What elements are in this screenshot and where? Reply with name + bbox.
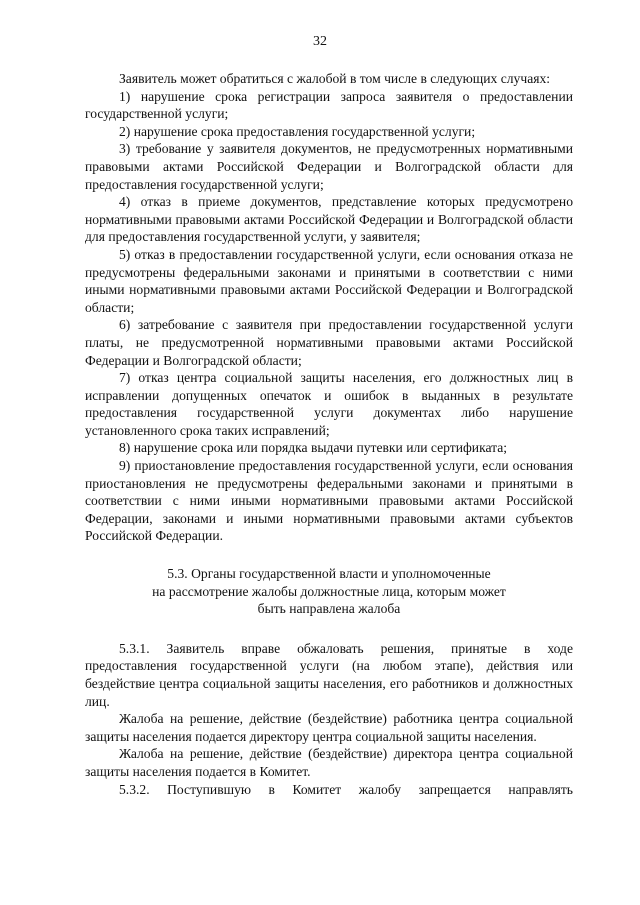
list-item-4: 4) отказ в приеме документов, представление которых предусмотрено нормативными правовыми актами Российской Федерации и Волгоградской области для предоставления государственной услуги, у заявителя; xyxy=(85,194,573,245)
list-item-7: 7) отказ центра социальной защиты населения, его должностных лиц в исправлении допущенных опечаток и ошибок в выданных в результате предоставления государственной услуги документах либо нарушение установленного срока таких исправлений; xyxy=(85,370,573,438)
paragraph-5-3-2: 5.3.2. Поступившую в Комитет жалобу запрещается направлять xyxy=(119,781,573,797)
paragraph-complaint-worker: Жалоба на решение, действие (бездействие) работника центра социальной защиты населения подается директору центра социальной защиты населения. xyxy=(85,711,573,744)
section-heading-line-2: на рассмотрение жалобы должностные лица, которым может xyxy=(152,583,506,599)
list-item-5: 5) отказ в предоставлении государственной услуги, если основания отказа не предусмотрены федеральными законами и принятыми в соответствии с ними иными нормативными правовыми актами Российской Федерации и Волгоградской области; xyxy=(85,246,573,315)
document-body xyxy=(85,70,573,798)
paragraph-5-3-1: 5.3.1. Заявитель вправе обжаловать решения, принятые в ходе предоставления государственной услуги (на любом этапе), действия или бездействие центра социальной защиты населения, его работников и должностных лиц. xyxy=(85,640,573,709)
list-item-6: 6) затребование с заявителя при предоставлении государственной услуги платы, не предусмотренной нормативными правовыми актами Российской Федерации и Волгоградской области; xyxy=(85,317,573,368)
section-heading-line-1: 5.3. Органы государственной власти и уполномоченные xyxy=(167,566,491,582)
list-item-1: 1) нарушение срока регистрации запроса заявителя о предоставлении государственной услуги; xyxy=(85,88,573,122)
list-item-2: 2) нарушение срока предоставления государственной услуги; xyxy=(119,123,476,139)
section-heading xyxy=(85,565,573,618)
page-number: 32 xyxy=(313,34,327,49)
list-item-8: 8) нарушение срока или порядка выдачи путевки или сертификата; xyxy=(119,440,508,456)
paragraph-complaint-director: Жалоба на решение, действие (бездействие) директора центра социальной защиты населения подается в Комитет. xyxy=(85,746,573,779)
list-item-9: 9) приостановление предоставления государственной услуги, если основания приостановления не предусмотрены федеральными законами и принятыми в соответствии с ними иными нормативными правовыми актами Российской Федерации, законами и иными нормативными правовыми актами субъектов Российской Федерации. xyxy=(85,458,573,544)
list-item-3: 3) требование у заявителя документов, не предусмотренных нормативными правовыми актами Российской Федерации и Волгоградской области для предоставления государственной услуги; xyxy=(85,141,573,192)
paragraph-intro: Заявитель может обратиться с жалобой в том числе в следующих случаях: xyxy=(119,71,551,86)
section-heading-line-3: быть направлена жалоба xyxy=(257,601,401,617)
